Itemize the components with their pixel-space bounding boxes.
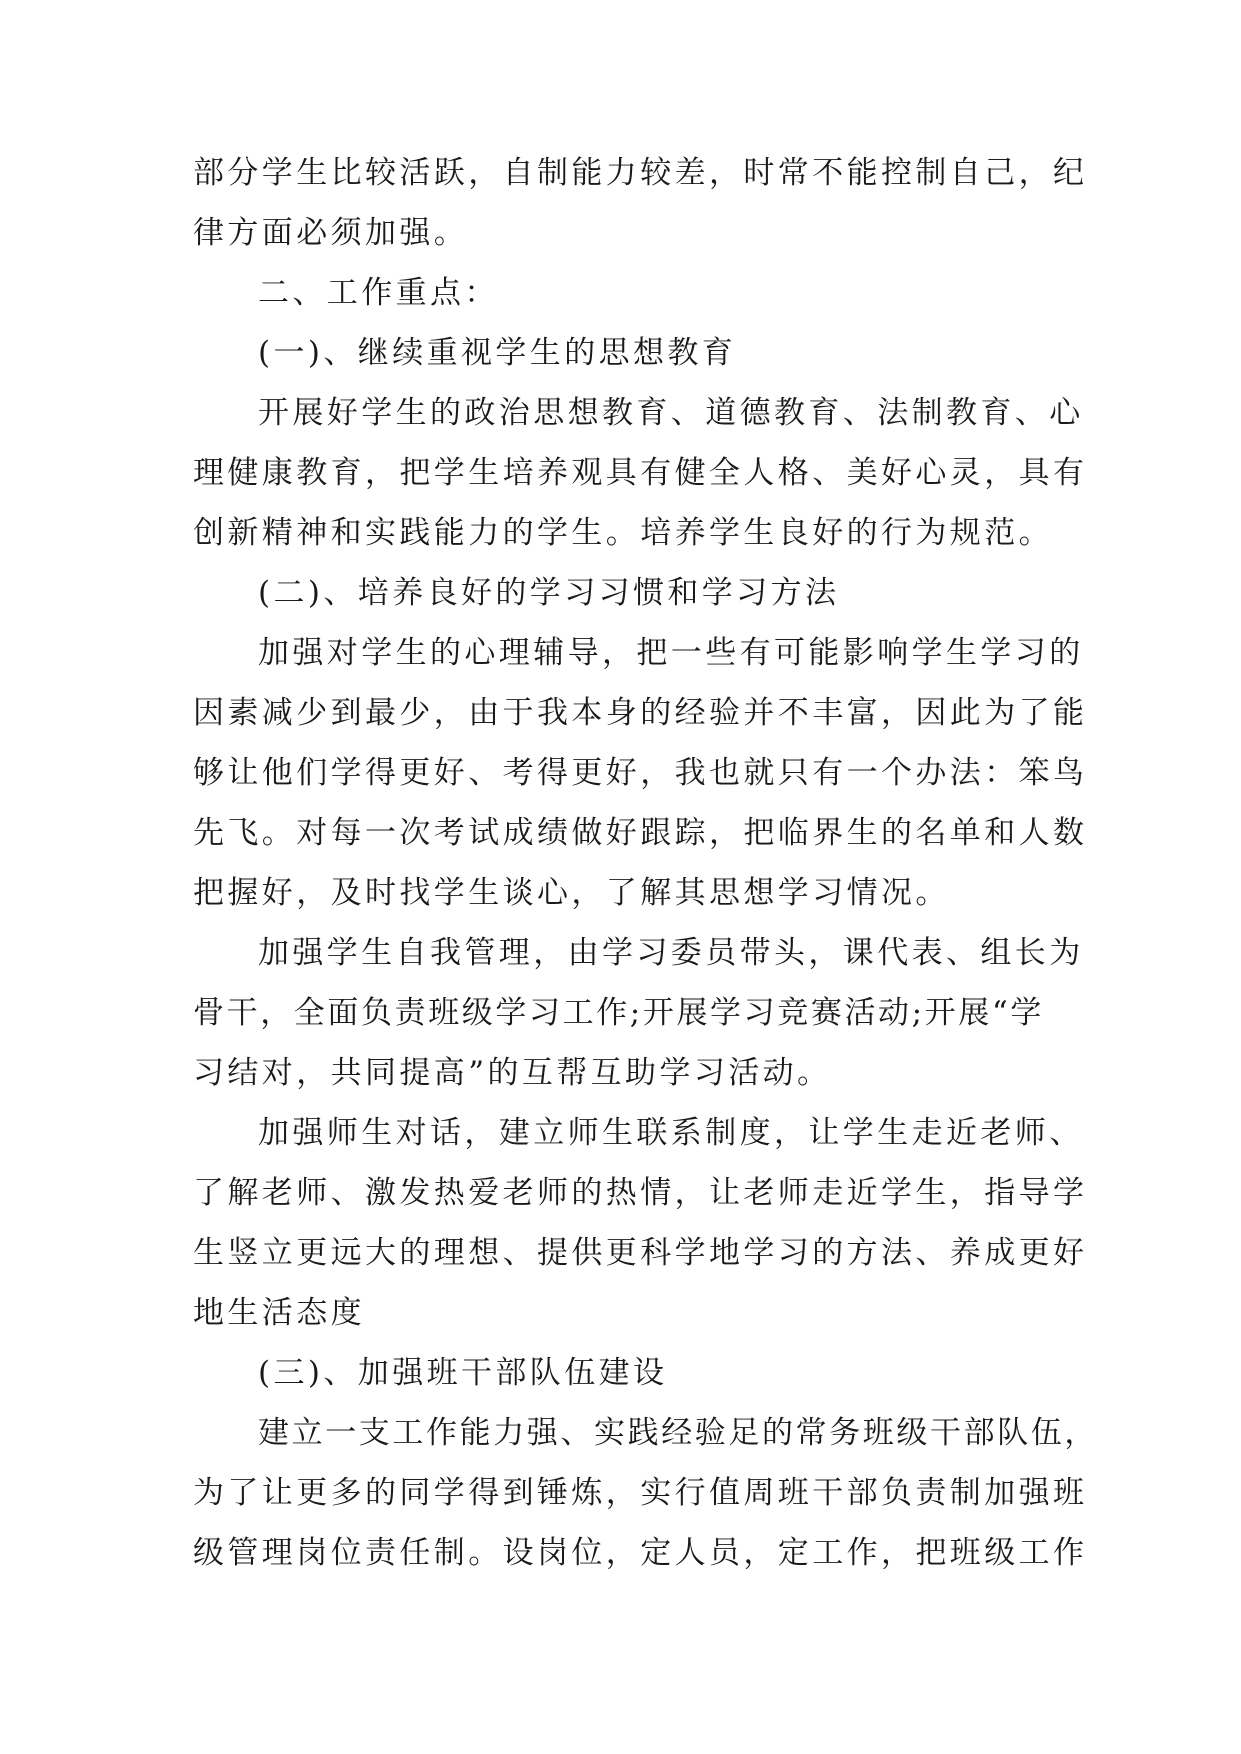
- text-line: 加强师生对话，建立师生联系制度，让学生走近老师、: [258, 1115, 1084, 1151]
- section-heading: 二、工作重点：: [258, 275, 499, 311]
- subsection-heading: (一)、继续重视学生的思想教育: [258, 335, 737, 371]
- text-line: 骨干，全面负责班级学习工作;开展学习竞赛活动;开展“学: [193, 995, 1044, 1031]
- text-line: 加强学生自我管理，由学习委员带头，课代表、组长为: [258, 935, 1084, 971]
- text-line: 了解老师、激发热爱老师的热情，让老师走近学生，指导学: [193, 1175, 1088, 1211]
- text-line: 够让他们学得更好、考得更好，我也就只有一个办法：笨鸟: [193, 755, 1088, 791]
- text-line: 理健康教育，把学生培养观具有健全人格、美好心灵，具有: [193, 455, 1088, 491]
- text-line: 级管理岗位责任制。设岗位，定人员，定工作，把班级工作: [193, 1535, 1088, 1571]
- text-line: 先飞。对每一次考试成绩做好跟踪，把临界生的名单和人数: [193, 815, 1088, 851]
- text-line: 部分学生比较活跃，自制能力较差，时常不能控制自己，纪: [193, 155, 1088, 191]
- text-line: 开展好学生的政治思想教育、道德教育、法制教育、心: [258, 395, 1084, 431]
- text-line: 律方面必须加强。: [193, 215, 469, 251]
- text-line: 把握好，及时找学生谈心，了解其思想学习情况。: [193, 875, 950, 911]
- text-line: 地生活态度: [193, 1295, 365, 1331]
- text-line: 习结对，共同提高”的互帮互助学习活动。: [193, 1055, 832, 1091]
- text-line: 因素减少到最少，由于我本身的经验并不丰富，因此为了能: [193, 695, 1088, 731]
- subsection-heading: (二)、培养良好的学习习惯和学习方法: [258, 575, 840, 611]
- text-line: 生竖立更远大的理想、提供更科学地学习的方法、养成更好: [193, 1235, 1088, 1271]
- subsection-heading: (三)、加强班干部队伍建设: [258, 1355, 668, 1391]
- text-line: 为了让更多的同学得到锤炼，实行值周班干部负责制加强班: [193, 1475, 1088, 1511]
- text-line: 创新精神和实践能力的学生。培养学生良好的行为规范。: [193, 515, 1053, 551]
- text-line: 加强对学生的心理辅导，把一些有可能影响学生学习的: [258, 635, 1084, 671]
- text-line: 建立一支工作能力强、实践经验足的常务班级干部队伍，: [258, 1415, 1098, 1451]
